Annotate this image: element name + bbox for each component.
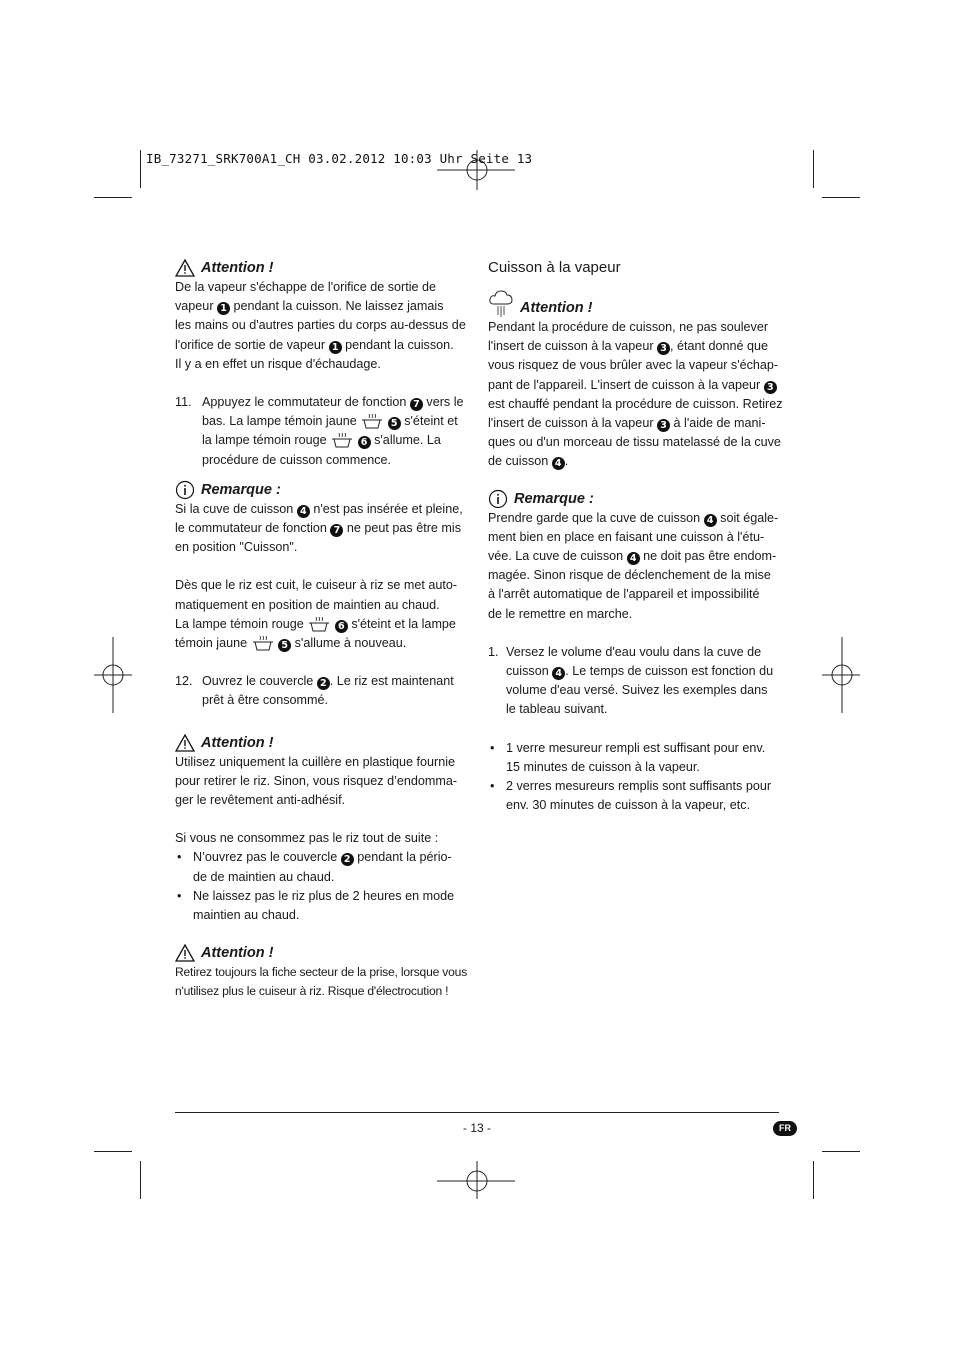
text-line: le commutateur de fonction 7 ne peut pas être mis [175, 521, 462, 537]
right-column [488, 258, 788, 815]
text-line: 2 verres mesureurs remplis sont suffisants pour [506, 779, 772, 794]
list-item: • Ne laissez pas le riz plus de 2 heures en mode maintien au chaud. [175, 887, 475, 925]
list-item: • 2 verres mesureurs remplis sont suffisants pour env. 30 minutes de cuisson à la vapeur, etc. [488, 777, 788, 815]
part-number-badge: 2 [317, 677, 330, 690]
remark-title: Remarque : [514, 490, 594, 507]
text-line: l'insert de cuisson à la vapeur 3 à l'aide de mani- [488, 416, 766, 432]
text-line: à l'arrêt automatique de l'appareil et impossibilité [488, 587, 760, 602]
attention-plug-warning [175, 943, 475, 1001]
attention-heading [175, 943, 475, 963]
text-line: vée. La cuve de cuisson 4 ne doit pas être endom- [488, 549, 777, 565]
part-number-badge: 4 [552, 457, 565, 470]
measuring-cup-list [488, 739, 788, 816]
text-line: maintien au chaud. [193, 908, 300, 923]
remark-function-switch [175, 480, 475, 558]
remark-title: Remarque : [201, 481, 281, 498]
text-line: Utilisez uniquement la cuillère en plastique fournie [175, 754, 456, 769]
text-line: pour retirer le riz. Sinon, vous risquez d’endomma- [175, 773, 458, 788]
text-line: Si vous ne consommez pas le riz tout de suite : [175, 831, 439, 846]
attention-title: Attention ! [201, 260, 274, 276]
attention-heading [488, 288, 788, 318]
text-line: est chauffé pendant la procédure de cuisson. Retirez [488, 396, 783, 411]
registration-mark-right [822, 637, 862, 713]
part-number-badge: 4 [297, 505, 310, 518]
info-icon [175, 480, 195, 500]
not-eating-now-paragraph [175, 829, 475, 925]
text-line: Appuyez le commutateur de fonction 7 vers le [202, 395, 464, 411]
text-line: témoin jaune 5 s'allume à nouveau. [175, 636, 407, 652]
text-line: Prendre garde que la cuve de cuisson 4 soit égale- [488, 510, 779, 526]
list-item: • 1 verre mesureur rempli est suffisant pour env. 15 minutes de cuisson à la vapeur. [488, 739, 788, 777]
text-line: Ne laissez pas le riz plus de 2 heures en mode [193, 888, 455, 903]
registration-mark-bottom [437, 1161, 517, 1201]
text-line: les mains ou d'autres parties du corps au-dessus de [175, 318, 466, 333]
part-number-badge: 1 [217, 302, 230, 315]
remark-cooking-bowl [488, 489, 788, 624]
text-line: prêt à être consommé. [202, 693, 328, 708]
indicator-lamp-icon [360, 413, 384, 430]
text-line: procédure de cuisson commence. [202, 452, 392, 467]
registration-mark-left [94, 637, 134, 713]
text-line: N’ouvrez pas le couvercle 2 pendant la pério- [193, 850, 452, 866]
part-number-badge: 4 [627, 552, 640, 565]
part-number-badge: 4 [704, 514, 717, 527]
text-line: volume d'eau versé. Suivez les exemples dans [506, 683, 768, 698]
step-1 [488, 643, 788, 720]
info-icon [488, 489, 508, 509]
text-line: de le remettre en marche. [488, 606, 633, 621]
text-line: Il y a en effet un risque d'échaudage. [175, 356, 381, 371]
text-line: pant de l'appareil. L'insert de cuisson à la vapeur 3 [488, 376, 788, 395]
text-line: 15 minutes de cuisson à la vapeur. [506, 759, 700, 774]
text-line: ment bien en place en faisant une cuisson à l'étu- [488, 529, 765, 544]
text-line: De la vapeur s'échappe de l'orifice de sortie de [175, 280, 437, 294]
indicator-lamp-icon [307, 616, 331, 633]
text-line: la lampe témoin rouge 6 s'allume. La [202, 433, 441, 449]
left-column [175, 258, 475, 1002]
part-number-badge: 7 [330, 524, 343, 537]
section-heading: Cuisson à la vapeur [488, 259, 621, 276]
part-number-badge: 6 [358, 436, 371, 449]
text-line: de de maintien au chaud. [193, 869, 335, 884]
attention-title: Attention ! [201, 945, 274, 962]
attention-heading [175, 733, 475, 753]
text-line: Pendant la procédure de cuisson, ne pas soulever [488, 320, 769, 334]
text-line: Versez le volume d'eau voulu dans la cuve de [506, 644, 762, 659]
part-number-badge: 3 [657, 419, 670, 432]
text-line: Retirez toujours la fiche secteur de la prise, lorsque vous [175, 965, 468, 980]
part-number-badge: 3 [764, 381, 777, 394]
text-line: de cuisson 4 . [488, 454, 569, 470]
part-number-badge: 7 [410, 398, 423, 411]
attention-spoon-warning [175, 733, 475, 811]
part-number-badge: 6 [335, 620, 348, 633]
text-line: La lampe témoin rouge 6 s'éteint et la lampe [175, 616, 456, 632]
attention-steam-insert [488, 288, 788, 472]
text-line: env. 30 minutes de cuisson à la vapeur, etc. [506, 798, 751, 813]
text-line: magée. Sinon risque de déclenchement de la mise [488, 568, 771, 583]
text-line: vapeur 1 pendant la cuisson. Ne laissez jamais [175, 299, 444, 315]
text-line: le tableau suivant. [506, 702, 608, 717]
part-number-badge: 1 [329, 341, 342, 354]
part-number-badge: 5 [278, 639, 291, 652]
text-line: l'orifice de sortie de vapeur 1 pendant la cuisson. [175, 337, 454, 353]
remark-heading [175, 480, 475, 500]
indicator-lamp-icon [251, 635, 275, 652]
text-line: matiquement en position de maintien au chaud. [175, 597, 440, 612]
part-number-badge: 5 [388, 417, 401, 430]
text-line: Dès que le riz est cuit, le cuiseur à riz se met auto- [175, 578, 458, 593]
page-number: - 13 - [462, 1121, 491, 1135]
step-12 [175, 672, 475, 710]
attention-title: Attention ! [201, 734, 274, 751]
remark-heading [488, 489, 788, 509]
part-number-badge: 4 [552, 667, 565, 680]
warning-triangle-icon [175, 259, 195, 277]
indicator-lamp-icon [330, 432, 354, 449]
footer-rule [175, 1112, 779, 1113]
print-slug: IB_73271_SRK700A1_CH 03.02.2012 10:03 Uhr Seite 13 [146, 151, 533, 166]
step-11 [175, 393, 475, 470]
text-line: Si la cuve de cuisson 4 n'est pas insérée et pleine, [175, 501, 463, 517]
text-line: en position "Cuisson". [175, 540, 298, 555]
text-line: vous risquez de vous brûler avec la vapeur s'échap- [488, 358, 779, 373]
attention-steam-warning [175, 258, 475, 374]
text-line: ques ou d'un morceau de tissu matelassé de la cuve [488, 435, 781, 450]
text-line: ger le revêtement anti-adhésif. [175, 793, 346, 808]
text-line: l'insert de cuisson à la vapeur 3 , étant donné que [488, 339, 769, 355]
part-number-badge: 2 [341, 853, 354, 866]
text-line: cuisson 4 . Le temps de cuisson est fonction du [506, 664, 774, 680]
step-number: 12. [175, 674, 193, 689]
warning-triangle-icon [175, 734, 195, 752]
text-line: n'utilisez plus le cuiseur à riz. Risque d'électrocution ! [175, 984, 449, 999]
language-badge: FR [773, 1121, 797, 1136]
text-line: 1 verre mesureur rempli est suffisant pour env. [506, 740, 766, 755]
text-line: Ouvrez le couvercle 2 . Le riz est maintenant [202, 674, 454, 690]
attention-title: Attention ! [520, 300, 593, 316]
step-number: 1. [488, 644, 499, 659]
steam-cloud-icon [488, 288, 514, 318]
text-line: bas. La lampe témoin jaune 5 s'éteint et [202, 414, 458, 430]
warning-triangle-icon [175, 944, 195, 962]
list-item: • N’ouvrez pas le couvercle 2 pendant la pério- de de maintien au chaud. [175, 848, 475, 886]
step-number: 11. [175, 395, 192, 410]
attention-heading [175, 258, 475, 278]
part-number-badge: 3 [657, 342, 670, 355]
keep-warm-paragraph [175, 576, 475, 653]
